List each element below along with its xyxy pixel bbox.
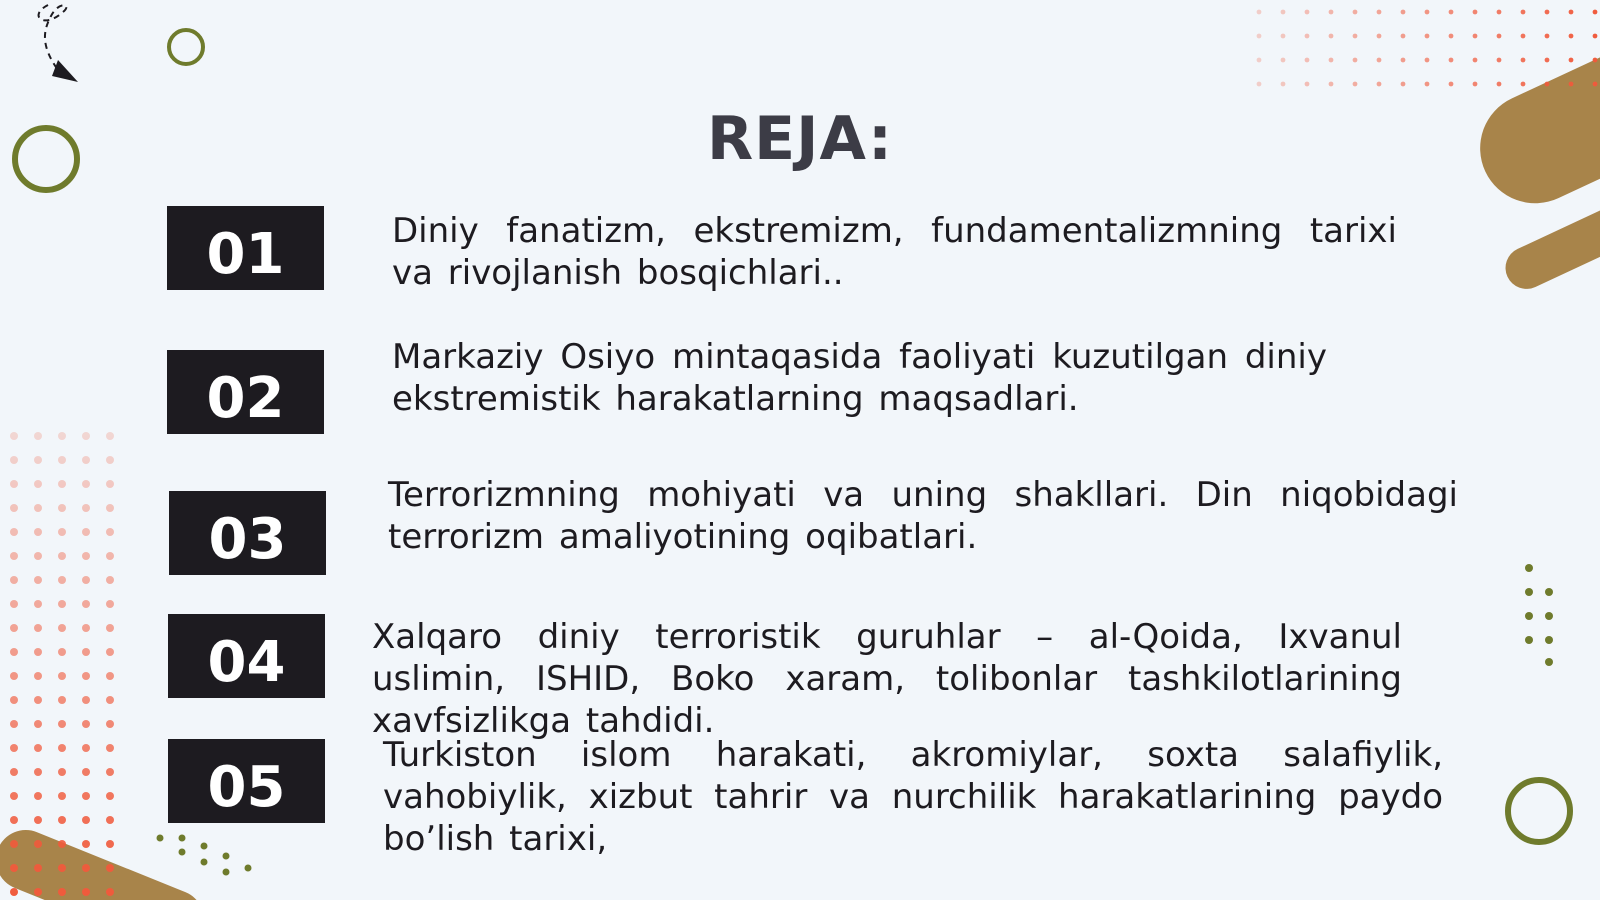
dashed-arrow-icon xyxy=(18,0,88,90)
item-text: Turkiston islom harakati, akromiylar, soxta salafiylik, vahobiylik, xizbut tahrir va nurchilik harakatlarining paydo bo’lish tarixi, xyxy=(383,735,1443,859)
item-text: Markaziy Osiyo mintaqasida faoliyati kuzutilgan diniy ekstremistik harakatlarning maqsadlari. xyxy=(392,337,1327,419)
item-number-box xyxy=(168,739,325,823)
olive-ring-icon xyxy=(1505,777,1573,845)
olive-dot-pattern xyxy=(1515,560,1565,670)
item-text: Xalqaro diniy terroristik guruhlar – al-Qoida, Ixvanul uslimin, ISHID, Boko xaram, tolibonlar tashkilotlarining xavfsizlikga tahdidi. xyxy=(372,617,1402,741)
item-number: 04 xyxy=(207,630,286,695)
item-number-box xyxy=(167,206,324,290)
item-number: 02 xyxy=(206,366,285,431)
item-text: Terrorizmning mohiyati va uning shakllari. Din niqobidagi terrorizm amaliyotining oqibatlari. xyxy=(388,475,1458,557)
brown-pill-shape xyxy=(1499,190,1600,296)
item-text: Diniy fanatizm, ekstremizm, fundamentalizmning tarixi va rivojlanish bosqichlari.. xyxy=(392,211,1397,293)
orange-dot-pattern xyxy=(1255,8,1600,98)
olive-ring-icon xyxy=(167,28,205,66)
olive-dot-pattern xyxy=(152,830,262,880)
item-number-box xyxy=(167,350,324,434)
slide-title: REJA: xyxy=(706,104,894,174)
item-number: 03 xyxy=(208,507,287,572)
item-number: 01 xyxy=(206,222,285,287)
item-number-box xyxy=(168,614,325,698)
orange-dot-pattern xyxy=(0,430,130,900)
item-number-box xyxy=(169,491,326,575)
item-number: 05 xyxy=(207,755,286,820)
